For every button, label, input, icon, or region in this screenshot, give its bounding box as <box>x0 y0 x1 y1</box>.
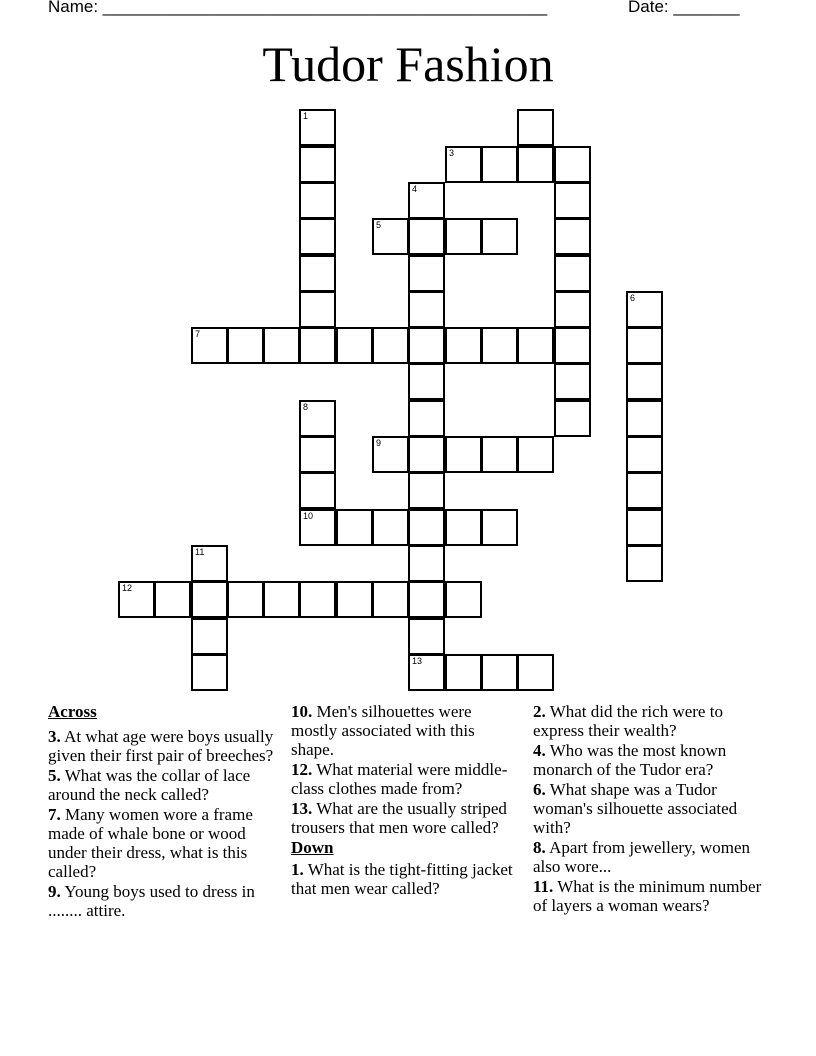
clue-across-5 <box>48 766 283 804</box>
grid-cell[interactable] <box>408 255 445 292</box>
clue-down-4 <box>533 741 768 779</box>
clue-across-9 <box>48 882 283 920</box>
clue-number: 11. <box>533 877 554 896</box>
grid-cell[interactable] <box>517 436 554 473</box>
grid-cell[interactable] <box>554 182 591 219</box>
clue-text: What material were middle-class clothes made from? <box>291 760 508 798</box>
grid-cell[interactable] <box>408 618 445 655</box>
grid-cell[interactable] <box>517 146 554 183</box>
grid-cell[interactable] <box>481 218 518 255</box>
grid-cell[interactable] <box>481 436 518 473</box>
grid-cell[interactable] <box>299 436 336 473</box>
grid-cell[interactable] <box>154 581 191 618</box>
grid-cell[interactable] <box>554 327 591 364</box>
clue-down-6 <box>533 780 768 837</box>
grid-cell[interactable] <box>372 581 409 618</box>
clue-text: What did the rich were to express their wealth? <box>533 702 723 740</box>
clue-text: What was the collar of lace around the neck called? <box>48 766 251 804</box>
grid-cell[interactable] <box>299 109 336 146</box>
grid-cell[interactable] <box>299 218 336 255</box>
clue-across-3 <box>48 727 283 765</box>
clue-number: 8. <box>533 838 546 857</box>
down-heading: Down <box>291 838 334 857</box>
grid-cell[interactable] <box>554 363 591 400</box>
grid-cell[interactable] <box>191 545 228 582</box>
clues-column-2 <box>291 702 521 899</box>
grid-cell[interactable] <box>372 436 409 473</box>
grid-cell[interactable] <box>626 327 663 364</box>
grid-cell[interactable] <box>299 327 336 364</box>
grid-cell[interactable] <box>227 327 264 364</box>
clue-number-label: 3 <box>449 148 455 158</box>
grid-cell[interactable] <box>626 291 663 328</box>
clue-down-2 <box>533 702 768 740</box>
grid-cell[interactable] <box>408 545 445 582</box>
grid-cell[interactable] <box>299 509 336 546</box>
grid-cell[interactable] <box>263 581 300 618</box>
grid-cell[interactable] <box>554 146 591 183</box>
grid-cell[interactable] <box>408 509 445 546</box>
clue-number: 7. <box>48 805 61 824</box>
grid-cell[interactable] <box>227 581 264 618</box>
grid-cell[interactable] <box>481 509 518 546</box>
grid-cell[interactable] <box>191 581 228 618</box>
clue-number-label: 4 <box>412 184 418 194</box>
grid-cell[interactable] <box>336 509 373 546</box>
clue-number: 3. <box>48 727 61 746</box>
clue-number-label: 8 <box>303 402 309 412</box>
clue-text: Apart from jewellery, women also wore... <box>533 838 750 876</box>
clue-text: What is the tight-fitting jacket that men wear called? <box>291 860 513 898</box>
clue-number-label: 6 <box>630 293 636 303</box>
clue-down-8 <box>533 838 768 876</box>
grid-cell[interactable] <box>445 327 482 364</box>
grid-cell[interactable] <box>408 654 445 691</box>
clue-number-label: 13 <box>412 656 423 666</box>
grid-cell[interactable] <box>263 327 300 364</box>
clue-number: 4. <box>533 741 546 760</box>
clue-text: What is the minimum number of layers a woman wears? <box>533 877 762 915</box>
clue-number: 12. <box>291 760 313 779</box>
clue-down-11 <box>533 877 768 915</box>
clue-across-7 <box>48 805 283 881</box>
grid-cell[interactable] <box>191 327 228 364</box>
grid-cell[interactable] <box>554 291 591 328</box>
clue-down-1 <box>291 860 521 898</box>
grid-cell[interactable] <box>408 400 445 437</box>
grid-cell[interactable] <box>626 436 663 473</box>
grid-cell[interactable] <box>626 472 663 509</box>
clue-number-label: 5 <box>376 220 382 230</box>
page-title: Tudor Fashion <box>262 36 554 92</box>
clue-text: At what age were boys usually given their first pair of breeches? <box>48 727 274 765</box>
grid-cell[interactable] <box>336 581 373 618</box>
grid-cell[interactable] <box>445 654 482 691</box>
clue-number-label: 1 <box>303 111 309 121</box>
clue-text: Who was the most known monarch of the Tudor era? <box>533 741 727 779</box>
clue-text: Many women wore a frame made of whale bone or wood under their dress, what is this called? <box>48 805 253 881</box>
grid-cell[interactable] <box>445 218 482 255</box>
grid-cell[interactable] <box>299 472 336 509</box>
grid-cell[interactable] <box>372 327 409 364</box>
date-field[interactable]: Date: _______ <box>628 0 740 16</box>
grid-cell[interactable] <box>336 327 373 364</box>
clues-column-1 <box>48 702 283 921</box>
grid-cell[interactable] <box>408 472 445 509</box>
grid-cell[interactable] <box>445 436 482 473</box>
grid-cell[interactable] <box>626 363 663 400</box>
grid-cell[interactable] <box>445 146 482 183</box>
grid-cell[interactable] <box>299 400 336 437</box>
across-heading: Across <box>48 702 97 721</box>
grid-cell[interactable] <box>481 146 518 183</box>
grid-cell[interactable] <box>299 291 336 328</box>
grid-cell[interactable] <box>408 291 445 328</box>
grid-cell[interactable] <box>554 400 591 437</box>
clue-number: 2. <box>533 702 546 721</box>
clue-number: 10. <box>291 702 313 721</box>
clue-number: 6. <box>533 780 546 799</box>
grid-cell[interactable] <box>299 255 336 292</box>
clue-across-10 <box>291 702 521 759</box>
grid-cell[interactable] <box>299 182 336 219</box>
grid-cell[interactable] <box>408 327 445 364</box>
grid-cell[interactable] <box>118 581 155 618</box>
clue-across-13 <box>291 799 521 837</box>
clue-number-label: 10 <box>303 511 314 521</box>
grid-cell[interactable] <box>445 581 482 618</box>
grid-cell[interactable] <box>481 327 518 364</box>
grid-cell[interactable] <box>445 509 482 546</box>
grid-cell[interactable] <box>626 400 663 437</box>
grid-cell[interactable] <box>517 109 554 146</box>
clue-across-12 <box>291 760 521 798</box>
grid-cell[interactable] <box>517 327 554 364</box>
grid-cell[interactable] <box>408 218 445 255</box>
clue-number-label: 11 <box>195 547 205 557</box>
clues-column-3 <box>533 702 768 916</box>
grid-cell[interactable] <box>554 255 591 292</box>
grid-cell[interactable] <box>408 436 445 473</box>
clue-number: 5. <box>48 766 61 785</box>
clue-text: What are the usually striped trousers that men wore called? <box>291 799 507 837</box>
grid-cell[interactable] <box>372 218 409 255</box>
clue-number-label: 9 <box>376 438 382 448</box>
grid-cell[interactable] <box>299 581 336 618</box>
grid-cell[interactable] <box>554 218 591 255</box>
clue-text: What shape was a Tudor woman's silhouette associated with? <box>533 780 738 837</box>
grid-cell[interactable] <box>626 509 663 546</box>
clue-number-label: 7 <box>195 329 201 339</box>
grid-cell[interactable] <box>191 618 228 655</box>
name-field[interactable]: Name: _______________________________________________ <box>48 0 548 16</box>
clue-number: 13. <box>291 799 313 818</box>
clue-number: 9. <box>48 882 61 901</box>
grid-cell[interactable] <box>408 363 445 400</box>
grid-cell[interactable] <box>372 509 409 546</box>
grid-cell[interactable] <box>191 654 228 691</box>
grid-cell[interactable] <box>408 182 445 219</box>
grid-cell[interactable] <box>626 545 663 582</box>
grid-cell[interactable] <box>299 146 336 183</box>
grid-cell[interactable] <box>408 581 445 618</box>
grid-cell[interactable] <box>481 654 518 691</box>
clue-number: 1. <box>291 860 304 879</box>
clue-text: Young boys used to dress in ........ attire. <box>48 882 255 920</box>
clue-number-label: 12 <box>122 583 133 593</box>
grid-cell[interactable] <box>517 654 554 691</box>
clue-text: Men's silhouettes were mostly associated with this shape. <box>291 702 475 759</box>
